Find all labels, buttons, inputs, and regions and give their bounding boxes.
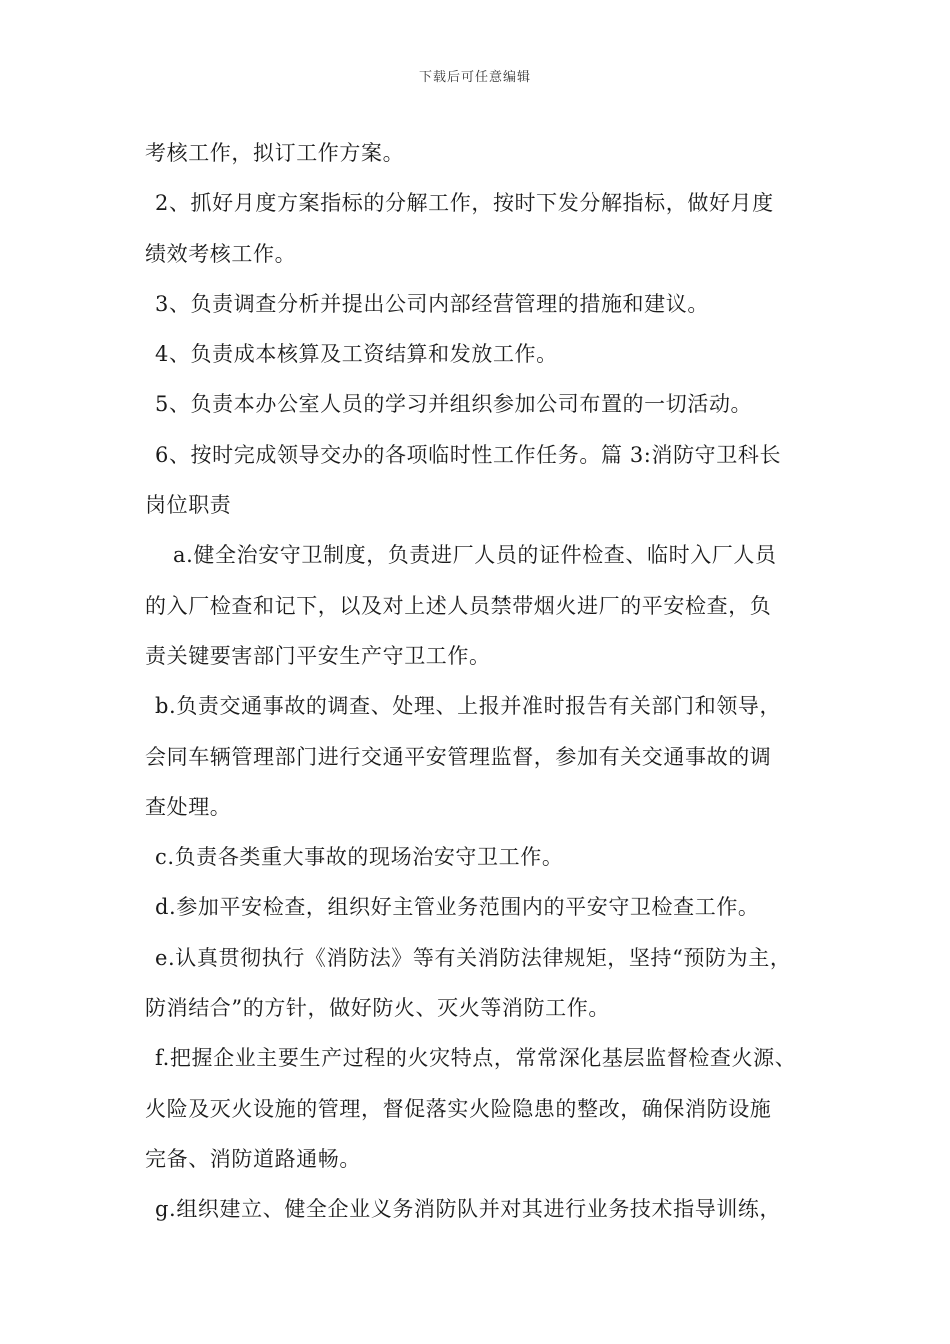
text-line: e.认真贯彻执行《消防法》等有关消防法律规矩，坚持“预防为主， <box>155 945 792 970</box>
text-line: 6、按时完成领导交办的各项临时性工作任务。篇 3:消防守卫科长 <box>155 442 782 467</box>
text-line: 考核工作，拟订工作方案。 <box>145 141 405 165</box>
text-line: 完备、消防道路通畅。 <box>145 1146 361 1171</box>
text-line: 5、负责本办公室人员的学习并组织参加公司布置的一切活动。 <box>155 392 753 417</box>
text-line: 火险及灭火设施的管理，督促落实火险隐患的整改，确保消防设施 <box>145 1096 772 1121</box>
text-line: c.负责各类重大事故的现场治安守卫工作。 <box>155 845 564 870</box>
body-text <box>145 128 815 1235</box>
text-line: 会同车辆管理部门进行交通平安管理监督，参加有关交通事故的调 <box>145 744 772 769</box>
text-line: 的入厂检查和记下，以及对上述人员禁带烟火进厂的平安检查，负 <box>145 593 772 618</box>
text-line: 岗位职责 <box>145 493 232 518</box>
text-line: 绩效考核工作。 <box>145 241 297 266</box>
text-line: f.把握企业主要生产过程的火灾特点，常常深化基层监督检查火源、 <box>155 1046 797 1071</box>
text-line: 4、负责成本核算及工资结算和发放工作。 <box>155 342 558 367</box>
text-line: d.参加平安检查，组织好主管业务范围内的平安守卫检查工作。 <box>155 895 760 920</box>
text-line: b.负责交通事故的调查、处理、上报并准时报告有关部门和领导， <box>155 694 782 719</box>
text-line: g.组织建立、健全企业义务消防队并对其进行业务技术指导训练， <box>155 1197 782 1222</box>
text-line: a.健全治安守卫制度，负责进厂人员的证件检查、临时入厂人员 <box>173 543 777 568</box>
text-line: 责关键要害部门平安生产守卫工作。 <box>145 643 491 668</box>
text-line: 防消结合”的方针，做好防火、灭火等消防工作。 <box>145 996 610 1021</box>
text-line: 3、负责调查分析并提出公司内部经营管理的措施和建议。 <box>155 291 709 316</box>
text-line: 查处理。 <box>145 794 232 819</box>
text-line: 2、抓好月度方案指标的分解工作，按时下发分解指标，做好月度 <box>155 191 774 216</box>
page-header: 下载后可任意编辑 <box>418 70 531 85</box>
